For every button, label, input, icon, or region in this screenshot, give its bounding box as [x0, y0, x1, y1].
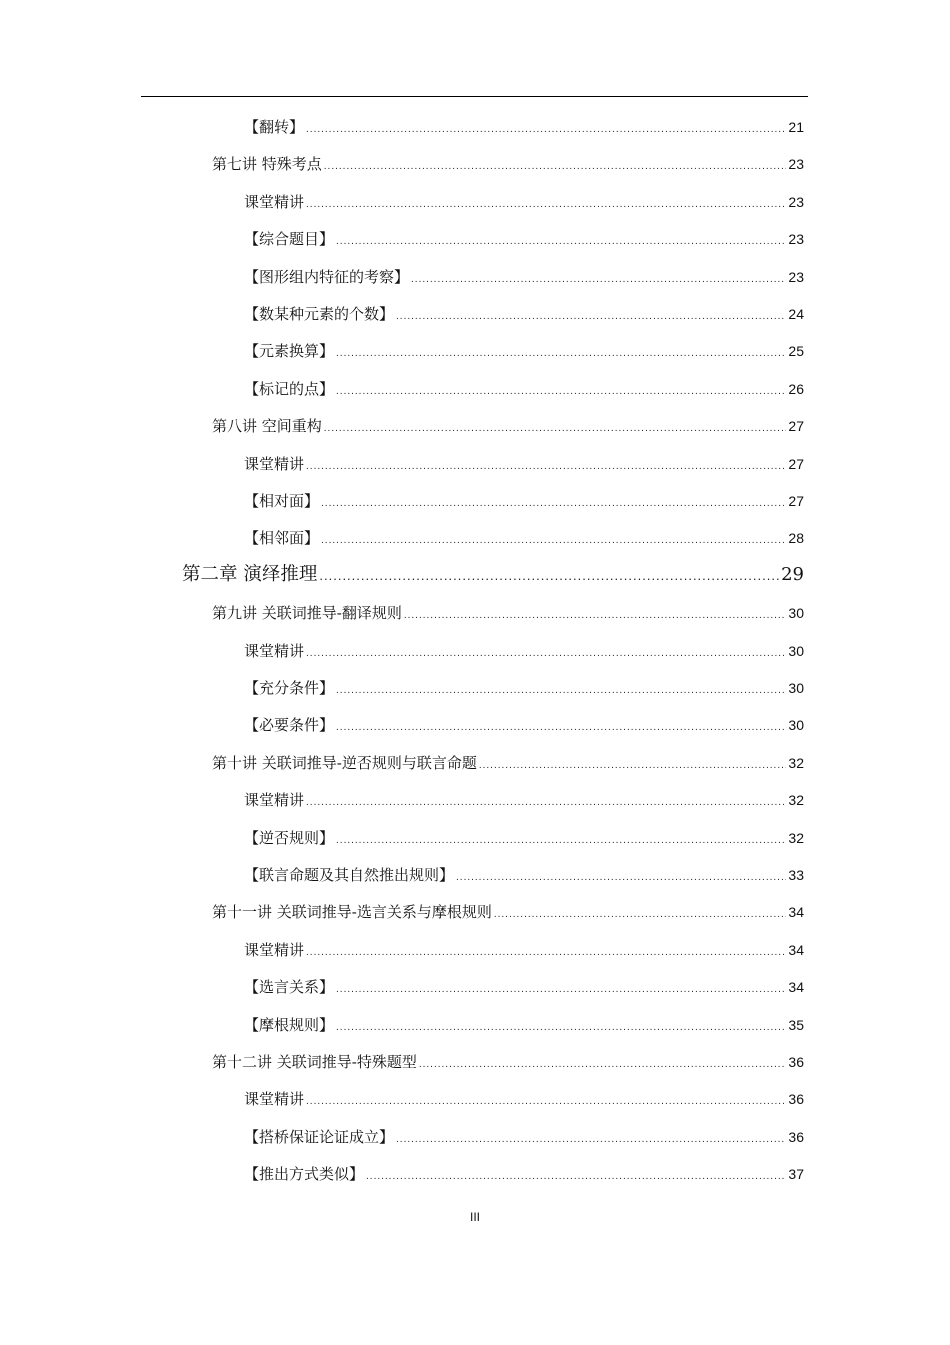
toc-entry-title: 课堂精讲 [244, 192, 305, 211]
toc-entry-page: 23 [788, 193, 804, 210]
toc-entry[interactable] [244, 641, 804, 664]
toc-entry[interactable] [244, 379, 804, 402]
dot-leader [336, 681, 786, 701]
toc-entry-page: 27 [788, 418, 804, 435]
toc-entry[interactable] [244, 977, 804, 1000]
toc-entry-title: 课堂精讲 [244, 940, 305, 959]
toc-entry[interactable] [212, 902, 804, 925]
dot-leader [306, 120, 786, 140]
dot-leader [306, 644, 786, 664]
toc-entry-page: 23 [788, 268, 804, 285]
toc-entry[interactable] [244, 828, 804, 851]
toc-entry-page: 30 [788, 680, 804, 696]
dot-leader [306, 1092, 786, 1112]
toc-entry-page: 21 [788, 119, 804, 135]
toc-entry-title: 【必要条件】 [244, 716, 335, 735]
dot-leader [336, 382, 786, 402]
toc-entry-page: 33 [788, 867, 804, 883]
dot-leader [306, 457, 786, 477]
toc-entry-title: 【选言关系】 [244, 978, 335, 997]
toc-entry-title: 【联言命题及其自然推出规则】 [244, 866, 455, 884]
toc-entry[interactable] [244, 304, 804, 327]
toc-entry-page: 26 [788, 380, 804, 397]
toc-entry-title: 第十二讲 关联词推导-特殊题型 [212, 1053, 417, 1071]
toc-entry-title: 课堂精讲 [244, 454, 305, 473]
toc-entry[interactable] [212, 753, 804, 776]
toc-entry-page: 32 [788, 829, 804, 846]
dot-leader [479, 756, 787, 776]
toc-entry-title: 第十一讲 关联词推导-选言关系与摩根规则 [212, 903, 492, 922]
toc-entry[interactable] [244, 454, 804, 477]
header-rule [141, 96, 808, 97]
dot-leader [319, 564, 779, 588]
toc-entry[interactable] [182, 563, 804, 588]
toc-entry-page: 36 [788, 1054, 804, 1070]
dot-leader [321, 531, 786, 551]
toc-entry-page: 25 [788, 343, 804, 360]
dot-leader [404, 606, 787, 626]
dot-leader [336, 980, 786, 1000]
toc-entry[interactable] [212, 1052, 804, 1075]
toc-entry[interactable] [244, 865, 804, 888]
toc-entry-title: 课堂精讲 [244, 791, 305, 810]
toc-entry-title: 【推出方式类似】 [244, 1165, 365, 1184]
toc-entry[interactable] [244, 1164, 804, 1187]
toc-entry-title: 【标记的点】 [244, 379, 335, 398]
dot-leader [336, 831, 786, 851]
toc-entry-page: 27 [788, 493, 804, 509]
toc-entry[interactable] [244, 678, 804, 701]
dot-leader [336, 1018, 786, 1038]
dot-leader [324, 157, 787, 177]
toc-entry[interactable] [244, 790, 804, 813]
toc-entry-title: 【相对面】 [244, 492, 320, 510]
toc-entry[interactable] [244, 940, 804, 963]
toc-entry-title: 【元素换算】 [244, 342, 335, 361]
dot-leader [306, 943, 786, 963]
toc-entry-page: 32 [788, 754, 804, 771]
toc-entry-title: 【逆否规则】 [244, 828, 335, 847]
toc-entry-page: 30 [788, 605, 804, 622]
toc-entry-title: 【搭桥保证论证成立】 [244, 1127, 395, 1146]
toc-entry[interactable] [244, 1015, 804, 1038]
toc-entry-page: 28 [788, 530, 804, 547]
toc-entry-page: 23 [788, 156, 804, 173]
dot-leader [336, 344, 786, 364]
toc-entry-page: 27 [788, 455, 804, 472]
toc-entry-title: 第七讲 特殊考点 [212, 155, 322, 174]
toc-entry-title: 第十讲 关联词推导-逆否规则与联言命题 [212, 753, 477, 772]
toc-entry-page: 23 [788, 231, 804, 248]
toc-entry[interactable] [244, 491, 804, 514]
toc-entry-page: 29 [781, 563, 804, 585]
toc-entry-title: 【翻转】 [244, 118, 305, 136]
dot-leader [456, 868, 786, 888]
toc-entry-page: 30 [788, 642, 804, 659]
toc-entry-title: 课堂精讲 [244, 1090, 305, 1109]
toc-entry[interactable] [244, 715, 804, 738]
toc-entry[interactable] [244, 117, 804, 140]
toc-entry-page: 36 [788, 1128, 804, 1145]
toc-entry-title: 第八讲 空间重构 [212, 417, 322, 436]
toc-entry[interactable] [244, 528, 804, 551]
toc-entry[interactable] [244, 192, 804, 215]
toc-entry-page: 34 [788, 941, 804, 958]
dot-leader [411, 270, 786, 290]
toc-entry-title: 【摩根规则】 [244, 1015, 335, 1034]
toc-entry-title: 课堂精讲 [244, 641, 305, 660]
toc-entry-title: 第九讲 关联词推导-翻译规则 [212, 604, 402, 623]
toc-entry[interactable] [244, 1089, 804, 1112]
toc-entry-page: 36 [788, 1091, 804, 1108]
dot-leader [321, 494, 786, 514]
dot-leader [336, 232, 786, 252]
toc-entry-page: 24 [788, 306, 804, 322]
toc-entry-page: 32 [788, 792, 804, 809]
toc-entry-page: 34 [788, 904, 804, 921]
toc-entry-page: 35 [788, 1016, 804, 1033]
dot-leader [396, 307, 786, 327]
toc-entry-title: 【图形组内特征的考察】 [244, 267, 410, 286]
page-number: III [469, 1210, 480, 1224]
toc-entry[interactable] [212, 154, 804, 177]
dot-leader [324, 419, 787, 439]
toc-entry-page: 37 [788, 1166, 804, 1183]
toc-entry[interactable] [212, 603, 804, 626]
dot-leader [494, 905, 787, 925]
dot-leader [336, 718, 786, 738]
toc-entry-page: 30 [788, 717, 804, 734]
dot-leader [419, 1055, 787, 1075]
toc-entry-title: 【综合题目】 [244, 230, 335, 249]
toc-entry[interactable] [244, 267, 804, 290]
dot-leader [366, 1167, 786, 1187]
dot-leader [306, 793, 786, 813]
toc-entry-title: 【相邻面】 [244, 529, 320, 548]
toc-entry[interactable] [244, 341, 804, 364]
dot-leader [396, 1130, 786, 1150]
toc-entry-title: 【数某种元素的个数】 [244, 305, 395, 323]
toc-entry[interactable] [212, 416, 804, 439]
toc-entry-title: 【充分条件】 [244, 679, 335, 697]
toc-entry-title: 第二章 演绎推理 [182, 563, 318, 585]
toc-entry[interactable] [244, 1127, 804, 1150]
toc-entry-page: 34 [788, 979, 804, 996]
dot-leader [306, 195, 786, 215]
toc-entry[interactable] [244, 229, 804, 252]
